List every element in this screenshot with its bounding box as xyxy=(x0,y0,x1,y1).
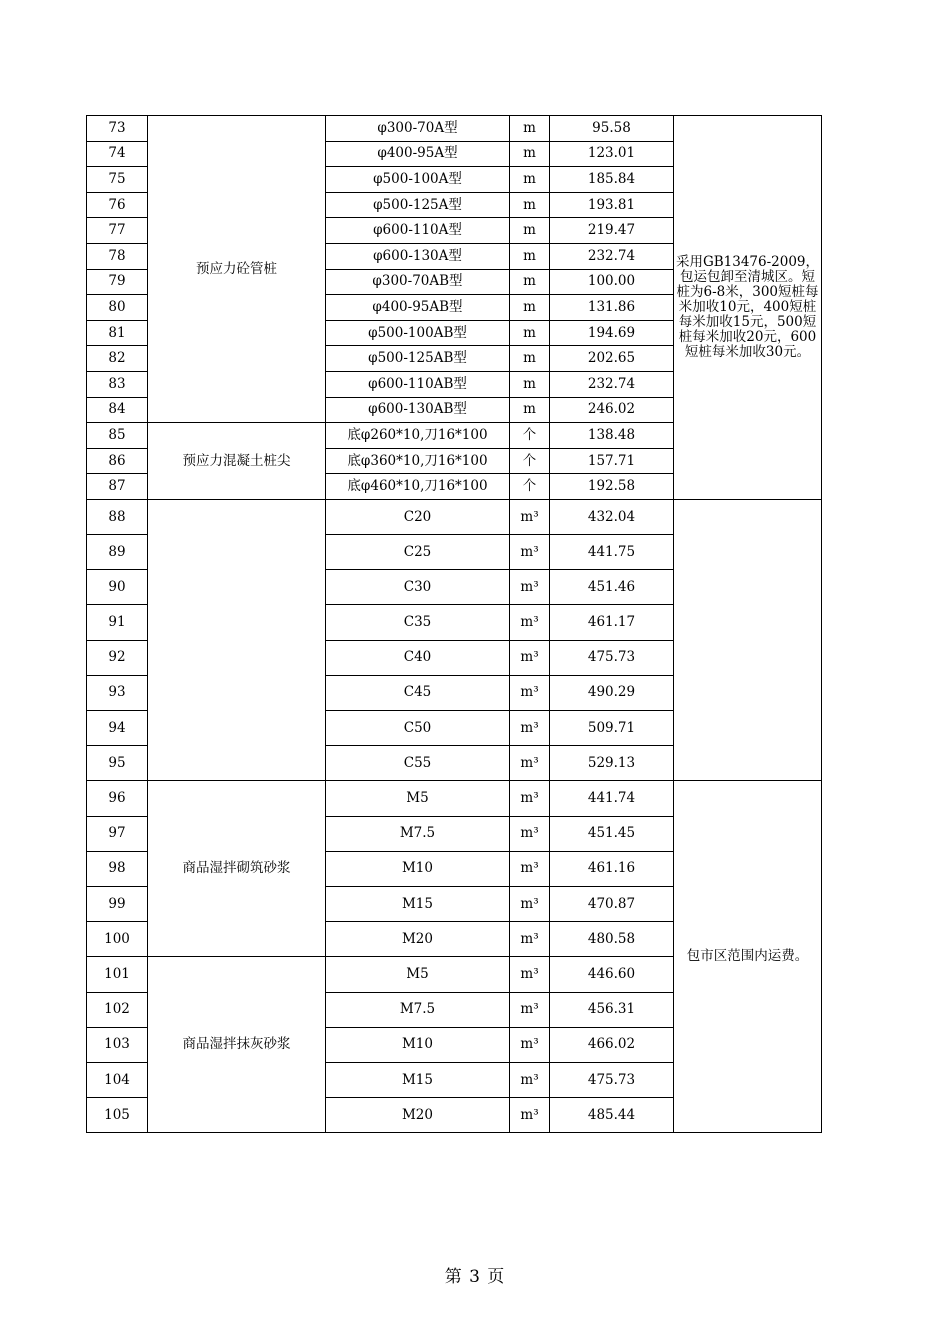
price-cell: 131.86 xyxy=(550,295,674,321)
row-number: 104 xyxy=(87,1062,148,1097)
row-number: 82 xyxy=(87,346,148,372)
row-number: 105 xyxy=(87,1098,148,1133)
spec-cell: M7.5 xyxy=(326,816,510,851)
spec-cell: φ500-100A型 xyxy=(326,167,510,193)
price-cell: 441.74 xyxy=(550,781,674,816)
spec-cell: φ600-110A型 xyxy=(326,218,510,244)
price-cell: 490.29 xyxy=(550,675,674,710)
spec-cell: φ600-130AB型 xyxy=(326,397,510,423)
spec-cell: φ500-100AB型 xyxy=(326,320,510,346)
spec-cell: C30 xyxy=(326,570,510,605)
spec-cell: C40 xyxy=(326,640,510,675)
unit-cell: m xyxy=(510,116,550,142)
table-row xyxy=(87,499,822,534)
table-row xyxy=(87,116,822,142)
spec-cell: M15 xyxy=(326,886,510,921)
note-cell xyxy=(674,499,822,781)
unit-cell: m³ xyxy=(510,605,550,640)
price-cell: 157.71 xyxy=(550,448,674,474)
unit-cell: m³ xyxy=(510,746,550,781)
unit-cell: 个 xyxy=(510,448,550,474)
unit-cell: m³ xyxy=(510,640,550,675)
spec-cell: φ500-125A型 xyxy=(326,192,510,218)
price-cell: 123.01 xyxy=(550,141,674,167)
unit-cell: m xyxy=(510,218,550,244)
row-number: 76 xyxy=(87,192,148,218)
row-number: 90 xyxy=(87,570,148,605)
unit-cell: m xyxy=(510,269,550,295)
price-cell: 456.31 xyxy=(550,992,674,1027)
price-cell: 461.16 xyxy=(550,851,674,886)
row-number: 86 xyxy=(87,448,148,474)
unit-cell: m³ xyxy=(510,1062,550,1097)
unit-cell: m³ xyxy=(510,535,550,570)
row-number: 78 xyxy=(87,243,148,269)
price-cell: 466.02 xyxy=(550,1027,674,1062)
spec-cell: C50 xyxy=(326,711,510,746)
price-cell: 480.58 xyxy=(550,922,674,957)
price-cell: 246.02 xyxy=(550,397,674,423)
unit-cell: m³ xyxy=(510,570,550,605)
price-cell: 192.58 xyxy=(550,474,674,500)
row-number: 83 xyxy=(87,371,148,397)
spec-cell: M5 xyxy=(326,957,510,992)
spec-cell: φ400-95A型 xyxy=(326,141,510,167)
unit-cell: m³ xyxy=(510,675,550,710)
note-cell: 包市区范围内运费。 xyxy=(674,781,822,1133)
spec-cell: C20 xyxy=(326,499,510,534)
unit-cell: m³ xyxy=(510,499,550,534)
unit-cell: m xyxy=(510,141,550,167)
unit-cell: m xyxy=(510,371,550,397)
spec-cell: M20 xyxy=(326,922,510,957)
row-number: 85 xyxy=(87,423,148,449)
price-table-body xyxy=(87,116,822,1133)
unit-cell: m³ xyxy=(510,886,550,921)
price-cell: 475.73 xyxy=(550,640,674,675)
price-cell: 451.46 xyxy=(550,570,674,605)
price-cell: 202.65 xyxy=(550,346,674,372)
row-number: 79 xyxy=(87,269,148,295)
unit-cell: m³ xyxy=(510,922,550,957)
table-row xyxy=(87,781,822,816)
page-footer: 第 3 页 xyxy=(444,1267,506,1287)
group-name: 商品湿拌抹灰砂浆 xyxy=(148,957,326,1133)
note-cell: 采用GB13476-2009，包运包卸至清城区。短桩为6-8米，300短桩每米加收10元，400短桩每米加收15元，500短桩每米加收20元，600短桩每米加收30元。 xyxy=(674,116,822,500)
unit-cell: m xyxy=(510,167,550,193)
unit-cell: m xyxy=(510,295,550,321)
spec-cell: M10 xyxy=(326,851,510,886)
spec-cell: M20 xyxy=(326,1098,510,1133)
price-cell: 470.87 xyxy=(550,886,674,921)
row-number: 74 xyxy=(87,141,148,167)
row-number: 93 xyxy=(87,675,148,710)
price-cell: 232.74 xyxy=(550,243,674,269)
row-number: 97 xyxy=(87,816,148,851)
spec-cell: C25 xyxy=(326,535,510,570)
unit-cell: m xyxy=(510,243,550,269)
row-number: 94 xyxy=(87,711,148,746)
group-name: 预应力砼管桩 xyxy=(148,116,326,423)
spec-cell: C45 xyxy=(326,675,510,710)
price-cell: 451.45 xyxy=(550,816,674,851)
price-cell: 461.17 xyxy=(550,605,674,640)
unit-cell: m xyxy=(510,397,550,423)
row-number: 88 xyxy=(87,499,148,534)
spec-cell: M5 xyxy=(326,781,510,816)
spec-cell: φ500-125AB型 xyxy=(326,346,510,372)
price-cell: 446.60 xyxy=(550,957,674,992)
unit-cell: m³ xyxy=(510,816,550,851)
price-cell: 194.69 xyxy=(550,320,674,346)
group-name: 预应力混凝土桩尖 xyxy=(148,423,326,500)
spec-cell: C55 xyxy=(326,746,510,781)
group-name: 商品湿拌砌筑砂浆 xyxy=(148,781,326,957)
spec-cell: M7.5 xyxy=(326,992,510,1027)
unit-cell: 个 xyxy=(510,474,550,500)
row-number: 84 xyxy=(87,397,148,423)
row-number: 91 xyxy=(87,605,148,640)
unit-cell: m³ xyxy=(510,957,550,992)
unit-cell: m³ xyxy=(510,781,550,816)
price-cell: 232.74 xyxy=(550,371,674,397)
unit-cell: m³ xyxy=(510,1027,550,1062)
unit-cell: m³ xyxy=(510,1098,550,1133)
row-number: 96 xyxy=(87,781,148,816)
price-cell: 529.13 xyxy=(550,746,674,781)
row-number: 80 xyxy=(87,295,148,321)
row-number: 100 xyxy=(87,922,148,957)
spec-cell: 底φ360*10,刀16*100 xyxy=(326,448,510,474)
spec-cell: 底φ460*10,刀16*100 xyxy=(326,474,510,500)
row-number: 99 xyxy=(87,886,148,921)
spec-cell: φ600-130A型 xyxy=(326,243,510,269)
unit-cell: m³ xyxy=(510,851,550,886)
price-cell: 185.84 xyxy=(550,167,674,193)
unit-cell: m xyxy=(510,346,550,372)
spec-cell: M15 xyxy=(326,1062,510,1097)
row-number: 87 xyxy=(87,474,148,500)
row-number: 75 xyxy=(87,167,148,193)
row-number: 98 xyxy=(87,851,148,886)
row-number: 103 xyxy=(87,1027,148,1062)
row-number: 89 xyxy=(87,535,148,570)
price-cell: 485.44 xyxy=(550,1098,674,1133)
spec-cell: φ400-95AB型 xyxy=(326,295,510,321)
spec-cell: 底φ260*10,刀16*100 xyxy=(326,423,510,449)
price-table xyxy=(86,115,822,1133)
spec-cell: C35 xyxy=(326,605,510,640)
price-cell: 475.73 xyxy=(550,1062,674,1097)
price-cell: 432.04 xyxy=(550,499,674,534)
row-number: 81 xyxy=(87,320,148,346)
row-number: 102 xyxy=(87,992,148,1027)
price-cell: 219.47 xyxy=(550,218,674,244)
spec-cell: φ300-70AB型 xyxy=(326,269,510,295)
unit-cell: m xyxy=(510,320,550,346)
group-name xyxy=(148,499,326,781)
price-cell: 193.81 xyxy=(550,192,674,218)
price-cell: 441.75 xyxy=(550,535,674,570)
row-number: 92 xyxy=(87,640,148,675)
unit-cell: m³ xyxy=(510,711,550,746)
row-number: 73 xyxy=(87,116,148,142)
row-number: 77 xyxy=(87,218,148,244)
unit-cell: m³ xyxy=(510,992,550,1027)
row-number: 101 xyxy=(87,957,148,992)
spec-cell: φ300-70A型 xyxy=(326,116,510,142)
row-number: 95 xyxy=(87,746,148,781)
spec-cell: M10 xyxy=(326,1027,510,1062)
price-cell: 95.58 xyxy=(550,116,674,142)
price-cell: 138.48 xyxy=(550,423,674,449)
spec-cell: φ600-110AB型 xyxy=(326,371,510,397)
unit-cell: m xyxy=(510,192,550,218)
price-cell: 509.71 xyxy=(550,711,674,746)
price-cell: 100.00 xyxy=(550,269,674,295)
unit-cell: 个 xyxy=(510,423,550,449)
